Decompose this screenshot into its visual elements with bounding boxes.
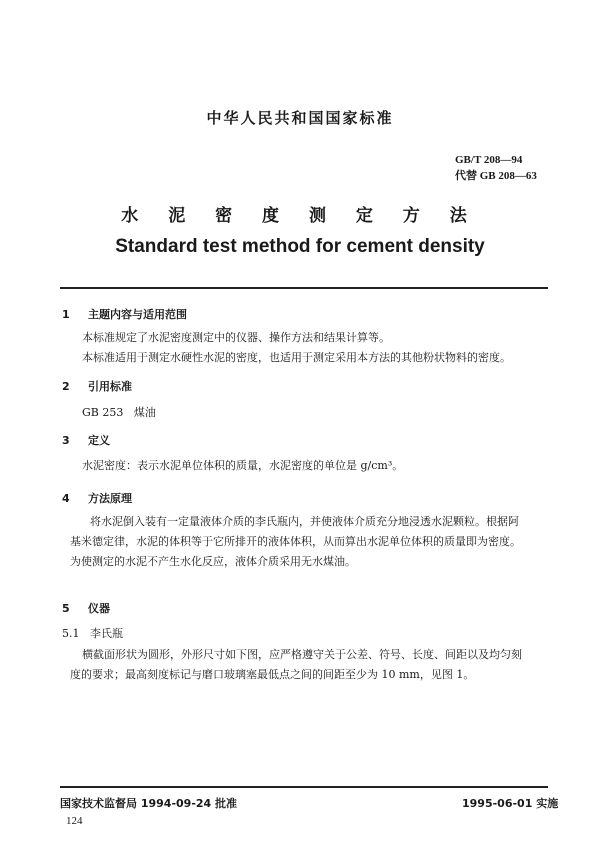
section-title: 定义 xyxy=(88,434,110,447)
replaces-standard: 代替 GB 208—63 xyxy=(455,170,537,182)
standard-number: GB/T 208—94 xyxy=(455,154,523,166)
document-title-zh: 水 泥 密 度 测 定 方 法 xyxy=(121,206,479,226)
subsection-5-1-line-2: 度的要求；最高刻度标记与磨口玻璃塞最低点之间的间距至少为 10 mm，见图 1。 xyxy=(70,668,475,681)
page-number: 124 xyxy=(66,815,83,827)
section-4-line-1: 将水泥倒入装有一定量液体介质的李氏瓶内，并使液体介质充分地浸透水泥颗粒。根据阿 xyxy=(90,515,519,528)
title-divider xyxy=(60,287,548,289)
section-number: 2 xyxy=(62,380,70,393)
section-2-heading xyxy=(62,378,132,394)
reference-name: 煤油 xyxy=(133,406,156,419)
implementation-text: 1995-06-01 实施 xyxy=(462,797,559,810)
subsection-5-1-line-1: 横截面形状为圆形，外形尺寸如下图，应严格遵守关于公差、符号、长度、间距以及均匀刻 xyxy=(82,648,522,661)
section-title: 引用标准 xyxy=(88,380,132,393)
section-title: 主题内容与适用范围 xyxy=(88,308,187,321)
section-title: 方法原理 xyxy=(88,492,132,505)
section-3-heading xyxy=(62,432,110,448)
subsection-5-1-heading xyxy=(62,624,123,644)
section-3-paragraph: 水泥密度：表示水泥单位体积的质量，水泥密度的单位是 g/cm³。 xyxy=(82,459,404,472)
section-1-paragraph-2: 本标准适用于测定水硬性水泥的密度，也适用于测定采用本方法的其他粉状物料的密度。 xyxy=(82,351,511,364)
section-4-line-2: 基米德定律，水泥的体积等于它所排开的液体体积，从而算出水泥单位体积的质量即为密度。 xyxy=(70,535,521,548)
reference-code: GB 253 xyxy=(82,406,124,419)
section-number: 4 xyxy=(62,492,70,505)
section-1-heading xyxy=(62,306,187,322)
section-5-heading xyxy=(62,600,110,616)
footer-divider xyxy=(60,786,548,788)
section-number: 1 xyxy=(62,308,70,321)
section-2-reference xyxy=(82,403,156,423)
section-number: 3 xyxy=(62,434,70,447)
subsection-number: 5.1 xyxy=(62,627,80,640)
section-number: 5 xyxy=(62,602,70,615)
subsection-title: 李氏瓶 xyxy=(90,627,123,640)
section-1-paragraph-1: 本标准规定了水泥密度测定中的仪器、操作方法和结果计算等。 xyxy=(82,331,390,344)
section-title: 仪器 xyxy=(88,602,110,615)
document-title-en: Standard test method for cement density xyxy=(115,236,485,257)
section-4-line-3: 为使测定的水泥不产生水化反应，液体介质采用无水煤油。 xyxy=(70,555,356,568)
section-4-heading xyxy=(62,490,132,506)
approval-text: 国家技术监督局 1994-09-24 批准 xyxy=(60,797,238,810)
standard-number-block xyxy=(455,152,537,184)
national-standard-heading: 中华人民共和国国家标准 xyxy=(206,109,394,127)
